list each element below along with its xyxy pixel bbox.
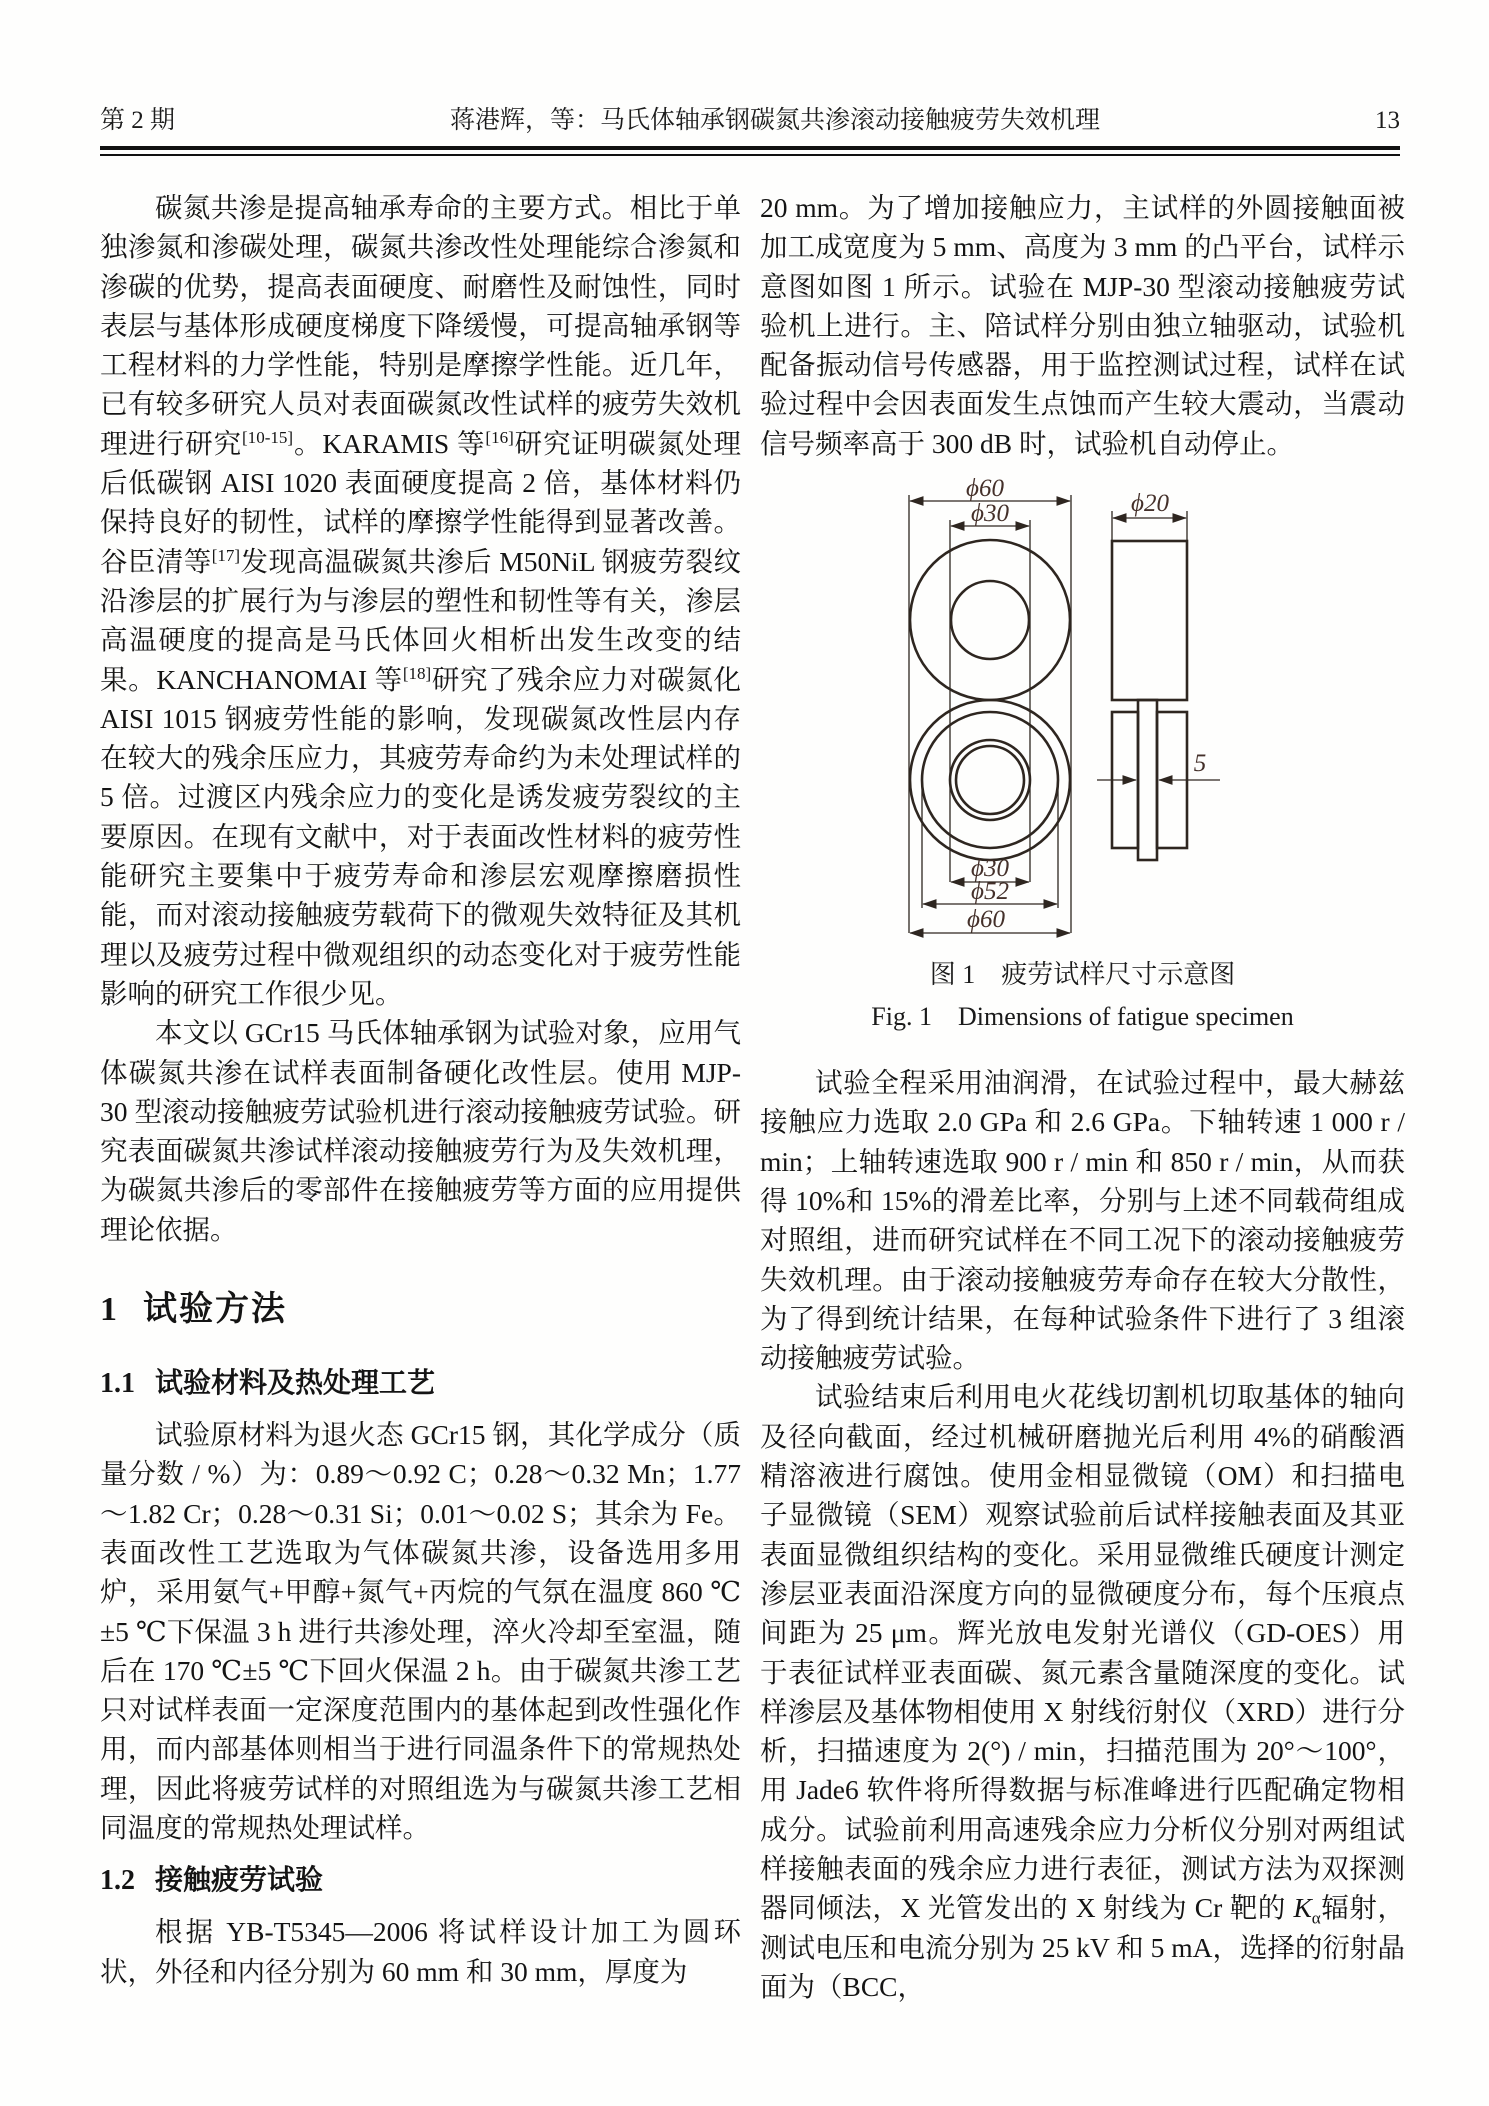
paragraph-introduction: 碳氮共渗是提高轴承寿命的主要方式。相比于单独渗氮和渗碳处理，碳氮共渗改性处理能综合渗氮和渗碳的优势，提高表面硬度、耐磨性及耐蚀性，同时表层与基体形成硬度梯度下降缓慢，可提高轴承钢等工程材料的力学性能，特别是摩擦学性能。近几年，已有较多研究人员对表面碳氮改性试样的疲劳失效机理进行研究[10-15]。KARAMIS 等[16]研究证明碳氮处理后低碳钢 AISI 1020 表面硬度提高 2 倍，基体材料仍保持良好的韧性，试样的摩擦学性能得到显著改善。谷臣清等[17]发现高温碳氮共渗后 M50NiL 钢疲劳裂纹沿渗层的扩展行为与渗层的塑性和韧性等有关，渗层高温硬度的提高是马氏体回火相析出发生改变的结果。KANCHANOMAI 等[18]研究了残余应力对碳氮化 AISI 1015 钢疲劳性能的影响，发现碳氮改性层内存在较大的残余压应力，其疲劳寿命约为未处理试样的 5 倍。过渡区内残余应力的变化是诱发疲劳裂纹的主要原因。在现有文献中，对于表面改性材料的疲劳性能研究主要集中于疲劳寿命和渗层宏观摩擦磨损性能，而对滚动接触疲劳载荷下的微观失效特征及其机理以及疲劳过程中微观组织的动态变化对于疲劳性能影响的研究工作很少见。 (100, 192, 742, 1009)
lower-ring-outer-circle (910, 700, 1070, 860)
side-view-section (1112, 541, 1187, 860)
left-column (100, 188, 741, 1991)
header-rule (100, 146, 1400, 156)
fatigue-specimen-diagram (760, 475, 1405, 945)
lower-ring-platform-circle (922, 712, 1058, 848)
extension-lines (909, 495, 1187, 933)
label-top-outer-diameter: ϕ60 (966, 475, 1004, 503)
section-1-number: 1 (100, 1291, 117, 1329)
paragraph-contact-fatigue-test: 根据 YB-T5345—2006 将试样设计加工为圆环状，外径和内径分别为 60 mm 和 30 mm，厚度为 (100, 1916, 741, 1987)
paragraph-characterization-methods: 试验结束后利用电火花线切割机切取基体的轴向及径向截面，经过机械研磨抛光后利用 4%的硝酸酒精溶液进行腐蚀。使用金相显微镜（OM）和扫描电子显微镜（SEM）观察试验前后试样接触表面及其亚表面显微组织结构的变化。采用显微维氏硬度计测定渗层亚表面沿深度方向的显微硬度分布，每个压痕点间距为 25 μm。辉光放电发射光谱仪（GD-OES）用于表征试样亚表面碳、氮元素含量随深度的变化。试样渗层及基体物相使用 X 射线衍射仪（XRD）进行分析，扫描速度为 2(°) / min，扫描范围为 20°～100°，用 Jade6 软件将所得数据与标准峰进行匹配确定物相成分。试验前利用高速残余应力分析仪分别对两组试样接触表面的残余应力进行表征，测试方法为双探测器同倾法，X 光管发出的 X 射线为 Cr 靶的 $K_\alpha$辐射，测试电压和电流分别为 25 kV 和 5 mA，选择的衍射晶面为（BCC， (760, 1381, 1405, 2002)
label-bottom-inner-diameter: ϕ30 (971, 855, 1009, 883)
upper-ring-outer-circle (910, 540, 1070, 700)
section-1-2-number: 1.2 (100, 1865, 135, 1897)
section-heading-1-2 (100, 1861, 741, 1900)
header-rule-thin (100, 154, 1400, 156)
label-bottom-mid-diameter: ϕ52 (971, 878, 1009, 906)
section-heading-1 (100, 1285, 741, 1334)
label-side-thickness: ϕ20 (1131, 490, 1169, 518)
label-top-inner-diameter: ϕ30 (971, 500, 1009, 528)
paragraph-objective: 本文以 GCr15 马氏体轴承钢为试验对象，应用气体碳氮共渗在试样表面制备硬化改性层。使用 MJP-30 型滚动接触疲劳试验机进行滚动接触疲劳试验。研究表面碳氮共渗试样滚动接触疲劳行为及失效机理，为碳氮共渗后的零部件在接触疲劳等方面的应用提供理论依据。 (100, 1017, 741, 1245)
page-header (100, 104, 1400, 138)
dimension-lines (910, 501, 1220, 933)
side-view-companion-roller (1112, 541, 1187, 700)
front-view-lower-ring (910, 700, 1070, 860)
section-1-2-title: 接触疲劳试验 (155, 1864, 324, 1896)
lower-ring-bore-circle (956, 746, 1024, 814)
header-page-number: 13 (1375, 107, 1400, 134)
label-bottom-outer-diameter: ϕ60 (967, 906, 1005, 934)
paragraph-test-conditions: 试验全程采用油润滑，在试验过程中，最大赫兹接触应力选取 2.0 GPa 和 2.6 GPa。下轴转速 1 000 r / min；上轴转速选取 900 r / min 和 850 r / min，从而获得 10%和 15%的滑差比率，分别与上述不同载荷组成对照组，进而研究试样在不同工况下的滚动接触疲劳失效机理。由于滚动接触疲劳寿命存在较大分散性，为了得到统计结果，在每种试验条件下进行了 3 组滚动接触疲劳试验。 (760, 1067, 1405, 1374)
front-view-upper-ring (910, 540, 1070, 700)
header-rule-thick (100, 146, 1400, 150)
figure-1-caption-zh: 图 1 疲劳试样尺寸示意图 (929, 960, 1236, 990)
section-heading-1-1 (100, 1364, 741, 1403)
paragraph-materials-heat-treatment: 试验原材料为退火态 GCr15 钢，其化学成分（质量分数 / %）为：0.89～0.92 C；0.28～0.32 Mn；1.77～1.82 Cr；0.28～0.31 Si；0.01～0.02 S；其余为 Fe。表面改性工艺选取为气体碳氮共渗，设备选用多用炉，采用氨气+甲醇+氮气+丙烷的气氛在温度 860 ℃±5 ℃下保温 3 h 进行共渗处理，淬火冷却至室温，随后在 170 ℃±5 ℃下回火保温 2 h。由于碳氮共渗工艺只对试样表面一定深度范围内的基体起到改性强化作用，而内部基体则相当于进行同温条件下的常规热处理，因此将疲劳试样的对照组选为与碳氮共渗工艺相同温度的常规热处理试样。 (100, 1419, 741, 1843)
label-platform-width: 5 (1193, 750, 1207, 778)
figure-1-caption-en: Fig. 1 Dimensions of fatigue specimen (871, 1002, 1294, 1032)
paragraph-test-setup-continuation: 20 mm。为了增加接触应力，主试样的外圆接触面被加工成宽度为 5 mm、高度为 3 mm 的凸平台，试样示意图如图 1 所示。试验在 MJP-30 型滚动接触疲劳试验机上进行。主、陪试样分别由独立轴驱动，试验机配备振动信号传感器，用于监控测试过程，试样在试验过程中会因表面发生点蚀而产生较大震动，当震动信号频率高于 300 dB 时，试验机自动停止。 (760, 192, 1405, 459)
side-view-raised-platform (1138, 700, 1157, 860)
section-1-1-title: 试验材料及热处理工艺 (155, 1367, 436, 1399)
header-issue: 第 2 期 (100, 107, 176, 134)
dimension-labels (966, 475, 1206, 933)
right-column (760, 188, 1405, 2006)
section-1-1-number: 1.1 (100, 1368, 135, 1400)
section-1-title: 试验方法 (143, 1290, 287, 1329)
lower-ring-bore-chamfer-circle (950, 740, 1030, 820)
header-running-title: 蒋港辉，等：马氏体轴承钢碳氮共渗滚动接触疲劳失效机理 (450, 107, 1101, 134)
figure-1 (760, 475, 1405, 1033)
upper-ring-bore-circle (951, 581, 1029, 659)
